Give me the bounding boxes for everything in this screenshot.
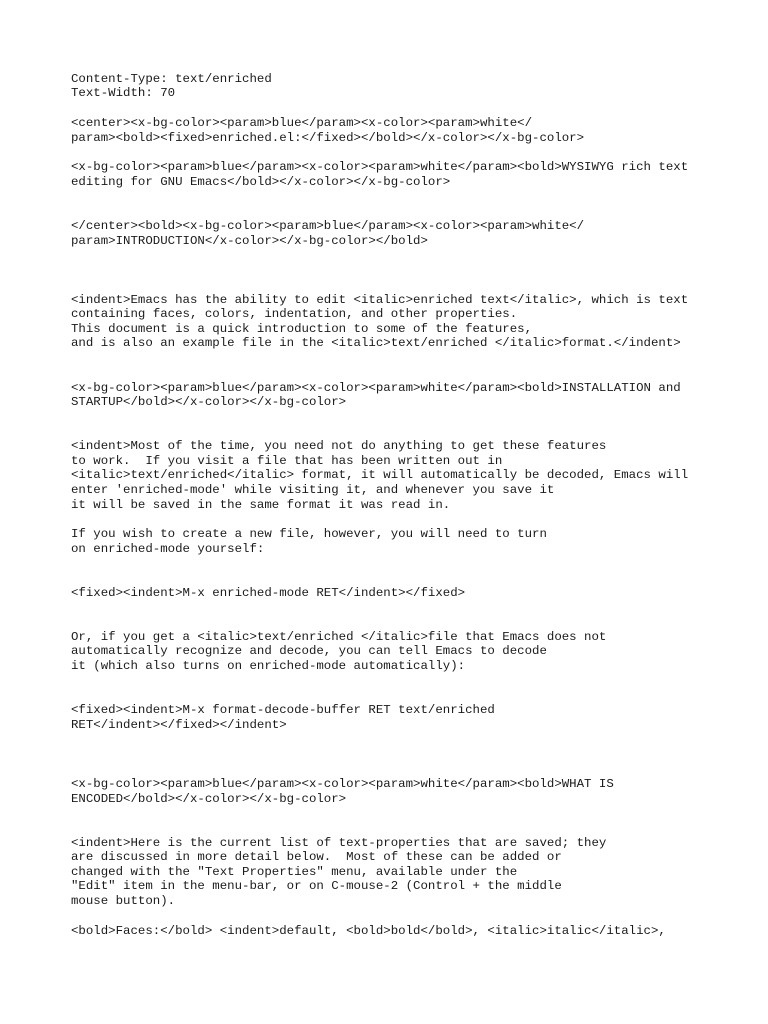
text-line: editing for GNU Emacs</bold></x-color></x-bg-color> — [71, 175, 451, 189]
text-line: <italic>text/enriched</italic> format, it will automatically be decoded, Emacs will — [71, 468, 689, 482]
text-line: <x-bg-color><param>blue</param><x-color><param>white</param><bold>WYSIWYG rich text — [71, 160, 689, 174]
text-line: param>INTRODUCTION</x-color></x-bg-color></bold> — [71, 234, 428, 248]
text-line: param><bold><fixed>enriched.el:</fixed></bold></x-color></x-bg-color> — [71, 131, 585, 145]
text-line: are discussed in more detail below. Most of these can be added or — [71, 850, 562, 864]
text-line: RET</indent></fixed></indent> — [71, 718, 287, 732]
text-line: automatically recognize and decode, you can tell Emacs to decode — [71, 644, 547, 658]
text-line: <indent>Here is the current list of text-properties that are saved; they — [71, 836, 607, 850]
text-line: and is also an example file in the <italic>text/enriched </italic>format.</indent> — [71, 336, 681, 350]
text-line: mouse button). — [71, 894, 176, 908]
text-line: enter 'enriched-mode' while visiting it, and whenever you save it — [71, 483, 555, 497]
text-line: to work. If you visit a file that has been written out in — [71, 454, 503, 468]
text-line: <indent>Most of the time, you need not do anything to get these features — [71, 439, 607, 453]
text-line: STARTUP</bold></x-color></x-bg-color> — [71, 395, 347, 409]
text-line: <fixed><indent>M-x format-decode-buffer RET text/enriched — [71, 703, 495, 717]
text-line: <x-bg-color><param>blue</param><x-color><param>white</param><bold>WHAT IS — [71, 777, 614, 791]
text-line: <x-bg-color><param>blue</param><x-color><param>white</param><bold>INSTALLATION and — [71, 381, 681, 395]
text-line: </center><bold><x-bg-color><param>blue</param><x-color><param>white</ — [71, 219, 585, 233]
text-line: ENCODED</bold></x-color></x-bg-color> — [71, 792, 347, 806]
text-line: <indent>Emacs has the ability to edit <italic>enriched text</italic>, which is text — [71, 293, 689, 307]
text-line: This document is a quick introduction to some of the features, — [71, 322, 533, 336]
text-line: "Edit" item in the menu-bar, or on C-mouse-2 (Control + the middle — [71, 879, 562, 893]
text-line: <bold>Faces:</bold> <indent>default, <bold>bold</bold>, <italic>italic</italic>, — [71, 924, 666, 938]
text-line: <fixed><indent>M-x enriched-mode RET</indent></fixed> — [71, 586, 466, 600]
text-line: changed with the "Text Properties" menu, available under the — [71, 865, 518, 879]
text-line: on enriched-mode yourself: — [71, 542, 265, 556]
text-line: it (which also turns on enriched-mode automatically): — [71, 659, 466, 673]
text-line: <center><x-bg-color><param>blue</param><x-color><param>white</ — [71, 116, 533, 130]
text-line: Or, if you get a <italic>text/enriched </italic>file that Emacs does not — [71, 630, 607, 644]
text-line: containing faces, colors, indentation, and other properties. — [71, 307, 518, 321]
text-line: Text-Width: 70 — [71, 86, 176, 100]
text-line: Content-Type: text/enriched — [71, 72, 272, 86]
text-line: it will be saved in the same format it was read in. — [71, 498, 451, 512]
text-line: If you wish to create a new file, however, you will need to turn — [71, 527, 547, 541]
